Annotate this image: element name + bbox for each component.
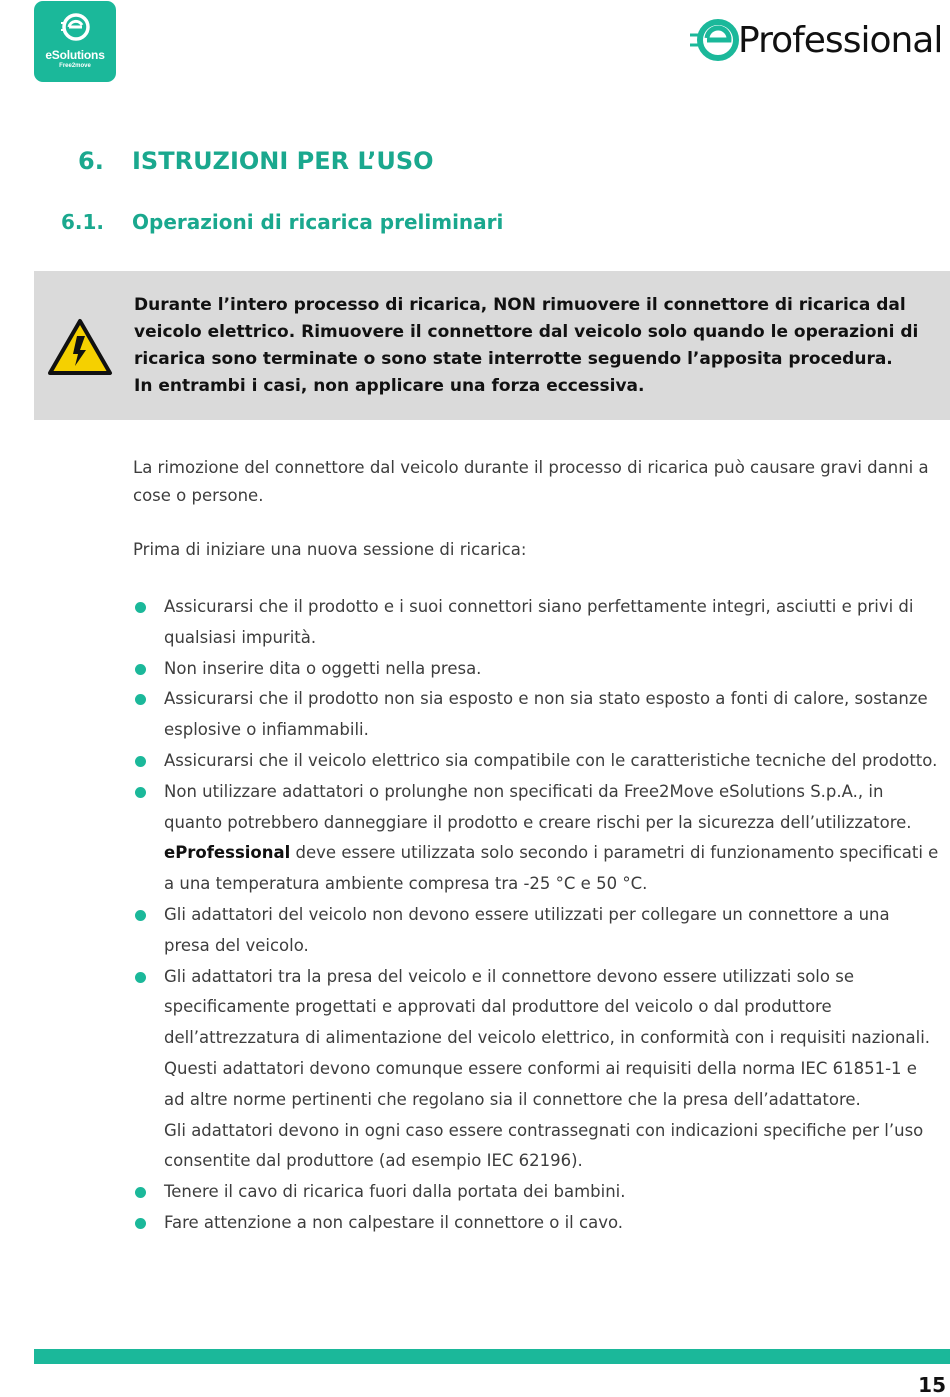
esolutions-brand: eSolutions bbox=[45, 48, 105, 62]
precautions-list bbox=[133, 592, 950, 1239]
list-item-line: esplosive o infiammabili. bbox=[164, 720, 369, 740]
subsection-title: Operazioni di ricarica preliminari bbox=[132, 210, 504, 234]
bullet-icon bbox=[135, 787, 146, 798]
bullet-icon bbox=[135, 910, 146, 921]
warning-text bbox=[134, 292, 934, 400]
list-item-line bbox=[164, 838, 950, 869]
list-item-line: ad altre norme pertinenti che regolano sia il connettore che la presa dell’adattatore. bbox=[164, 1089, 861, 1109]
warning-line: veicolo elettrico. Rimuovere il connettore dal veicolo solo quando le operazioni di bbox=[134, 322, 919, 342]
esolutions-logo bbox=[34, 1, 116, 82]
warning-box bbox=[34, 271, 950, 420]
bullet-icon bbox=[135, 602, 146, 613]
list-item bbox=[133, 777, 950, 900]
list-item bbox=[133, 592, 950, 654]
paragraph-line: La rimozione del connettore dal veicolo durante il processo di ricarica può causare gravi danni a bbox=[133, 458, 929, 477]
list-item-line: Assicurarsi che il prodotto e i suoi connettori siano perfettamente integri, asciutti e privi di bbox=[164, 597, 914, 616]
paragraph-line: cose o persone. bbox=[133, 486, 264, 505]
eprofessional-e-icon bbox=[688, 14, 740, 66]
product-name: eProfessional bbox=[164, 843, 291, 863]
list-item-line: a una temperatura ambiente compresa tra -25 °C e 50 °C. bbox=[164, 874, 648, 894]
list-item-line: qualsiasi impurità. bbox=[164, 627, 317, 647]
bullet-icon bbox=[135, 756, 146, 767]
subsection-number: 6.1. bbox=[61, 210, 105, 234]
page-number: 15 bbox=[918, 1373, 946, 1397]
high-voltage-warning-icon bbox=[47, 318, 113, 376]
esolutions-plug-icon bbox=[60, 12, 90, 44]
warning-line: ricarica sono terminate o sono state interrotte seguendo l’apposita procedura. bbox=[134, 349, 893, 369]
list-item-line: Assicurarsi che il veicolo elettrico sia compatibile con le caratteristiche tecniche del prodotto. bbox=[164, 750, 938, 770]
list-item-line: Non inserire dita o oggetti nella presa. bbox=[164, 658, 482, 678]
footer-bar bbox=[34, 1349, 950, 1364]
list-item bbox=[133, 1208, 950, 1239]
bullet-icon bbox=[135, 664, 146, 675]
intro-paragraph bbox=[133, 536, 950, 564]
list-item-line: Questi adattatori devono comunque essere conformi ai requisiti della norma IEC 61851-1 e bbox=[164, 1058, 917, 1078]
bullet-icon bbox=[135, 972, 146, 983]
list-item-line: specificamente progettati e approvati dal produttore del veicolo o dal produttore bbox=[164, 997, 832, 1017]
eprofessional-logo bbox=[688, 14, 950, 66]
list-item-line: Fare attenzione a non calpestare il connettore o il cavo. bbox=[164, 1212, 624, 1232]
list-item-line-rest: deve essere utilizzata solo secondo i parametri di funzionamento specificati e bbox=[290, 843, 939, 863]
bullet-icon bbox=[135, 694, 146, 705]
list-item-line: consentite dal produttore (ad esempio IEC 62196). bbox=[164, 1151, 583, 1171]
bullet-icon bbox=[135, 1218, 146, 1229]
list-item-line: Gli adattatori devono in ogni caso essere contrassegnati con indicazioni specifiche per l’uso bbox=[164, 1120, 924, 1140]
free2move-label: Free2move bbox=[59, 63, 91, 69]
list-item bbox=[133, 1177, 950, 1208]
list-item-line: Tenere il cavo di ricarica fuori dalla portata dei bambini. bbox=[164, 1182, 626, 1202]
removal-warning-paragraph bbox=[133, 454, 950, 510]
list-item-line: quanto potrebbero danneggiare il prodotto e creare rischi per la sicurezza dell’utilizzatore. bbox=[164, 812, 912, 832]
section-number: 6. bbox=[78, 147, 104, 175]
list-item bbox=[133, 746, 950, 777]
eprofessional-wordmark: Professional bbox=[738, 20, 943, 61]
list-item bbox=[133, 684, 950, 746]
list-item bbox=[133, 654, 950, 685]
paragraph-line: Prima di iniziare una nuova sessione di ricarica: bbox=[133, 540, 527, 559]
list-item-line: Gli adattatori tra la presa del veicolo e il connettore devono essere utilizzati solo se bbox=[164, 966, 854, 986]
list-item bbox=[133, 962, 950, 1178]
bullet-icon bbox=[135, 1187, 146, 1198]
list-item-line: dell’attrezzatura di alimentazione del veicolo elettrico, in conformità con i requisiti nazionali. bbox=[164, 1028, 931, 1048]
list-item-line: presa del veicolo. bbox=[164, 935, 309, 955]
list-item-line: Assicurarsi che il prodotto non sia esposto e non sia stato esposto a fonti di calore, sostanze bbox=[164, 689, 928, 709]
list-item bbox=[133, 900, 950, 962]
list-item-line: Gli adattatori del veicolo non devono essere utilizzati per collegare un connettore a una bbox=[164, 904, 890, 924]
warning-line: In entrambi i casi, non applicare una forza eccessiva. bbox=[134, 376, 645, 396]
section-title: ISTRUZIONI PER L’USO bbox=[132, 147, 434, 175]
list-item-line: Non utilizzare adattatori o prolunghe non specificati da Free2Move eSolutions S.p.A., in bbox=[164, 781, 884, 801]
warning-line: Durante l’intero processo di ricarica, NON rimuovere il connettore di ricarica dal bbox=[134, 295, 906, 315]
